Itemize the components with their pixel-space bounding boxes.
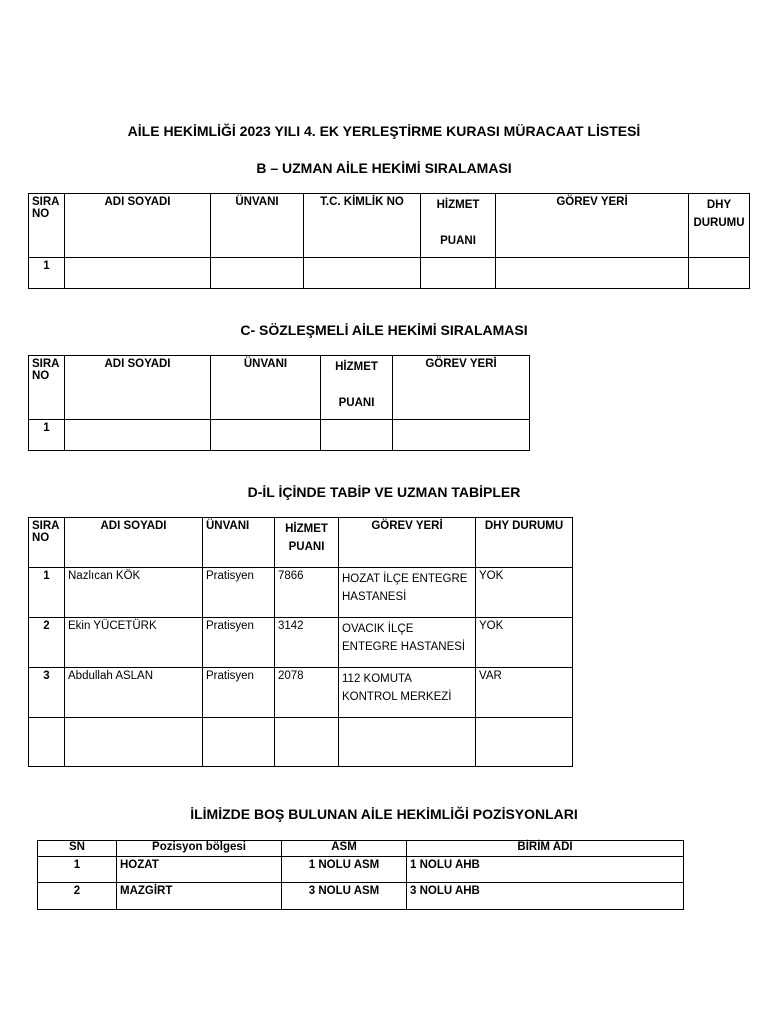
col-birim-adi: BİRİM ADI	[407, 841, 684, 857]
table-header-row	[38, 841, 684, 857]
table-row	[29, 420, 530, 451]
col-hizmet-puani: HİZMET PUANI	[421, 194, 496, 258]
section-c-table	[28, 355, 530, 451]
col-unvani: ÜNVANI	[211, 194, 304, 258]
table-header-row	[29, 356, 530, 420]
col-pozisyon-bolgesi: Pozisyon bölgesi	[117, 841, 282, 857]
table-row: 3 Abdullah ASLAN Pratisyen 2078 112 KOMUTA KONTROL MERKEZİ VAR	[29, 668, 573, 718]
section-d-title: D-İL İÇİNDE TABİP VE UZMAN TABİPLER	[247, 484, 521, 500]
col-gorev-yeri: GÖREV YERİ	[393, 356, 530, 420]
section-b-table	[28, 193, 750, 289]
col-hizmet-puani: HİZMET PUANI	[275, 518, 339, 568]
vacancies-table	[37, 840, 684, 910]
section-d-table	[28, 517, 573, 767]
table-header-row	[29, 194, 750, 258]
row-no: 1	[29, 420, 65, 451]
vacancies-title: İLİMİZDE BOŞ BULUNAN AİLE HEKİMLİĞİ POZİSYONLARI	[190, 806, 578, 822]
table-row: 2 Ekin YÜCETÜRK Pratisyen 3142 OVACIK İLÇE ENTEGRE HASTANESİ YOK	[29, 618, 573, 668]
col-unvani: ÜNVANI	[211, 356, 321, 420]
col-asm: ASM	[282, 841, 407, 857]
col-sn: SN	[38, 841, 117, 857]
col-gorev-yeri: GÖREV YERİ	[339, 518, 476, 568]
section-c-title: C- SÖZLEŞMELİ AİLE HEKİMİ SIRALAMASI	[240, 322, 528, 338]
col-adi-soyadi: ADI SOYADI	[65, 194, 211, 258]
table-row: 1 Nazlıcan KÖK Pratisyen 7866 HOZAT İLÇE ENTEGRE HASTANESİ YOK	[29, 568, 573, 618]
section-b-title: B – UZMAN AİLE HEKİMİ SIRALAMASI	[256, 160, 512, 176]
col-gorev-yeri: GÖREV YERİ	[496, 194, 689, 258]
table-row: 1 HOZAT 1 NOLU ASM 1 NOLU AHB	[38, 857, 684, 883]
col-unvani: ÜNVANI	[203, 518, 275, 568]
table-row: 2 MAZGİRT 3 NOLU ASM 3 NOLU AHB	[38, 883, 684, 910]
table-header-row	[29, 518, 573, 568]
col-dhy-durumu: DHY DURUMU	[476, 518, 573, 568]
col-sira-no: SIRA NO	[29, 356, 65, 420]
row-no: 1	[29, 258, 65, 289]
col-dhy-durumu: DHY DURUMU	[689, 194, 750, 258]
table-row	[29, 258, 750, 289]
table-row	[29, 718, 573, 767]
col-sira-no: SIRA NO	[29, 194, 65, 258]
col-sira-no: SIRA NO	[29, 518, 65, 568]
col-adi-soyadi: ADI SOYADI	[65, 356, 211, 420]
col-adi-soyadi: ADI SOYADI	[65, 518, 203, 568]
col-hizmet-puani: HİZMET PUANI	[321, 356, 393, 420]
main-title: AİLE HEKİMLİĞİ 2023 YILI 4. EK YERLEŞTİRME KURASI MÜRACAAT LİSTESİ	[127, 123, 641, 139]
col-tc-kimlik: T.C. KİMLİK NO	[304, 194, 421, 258]
